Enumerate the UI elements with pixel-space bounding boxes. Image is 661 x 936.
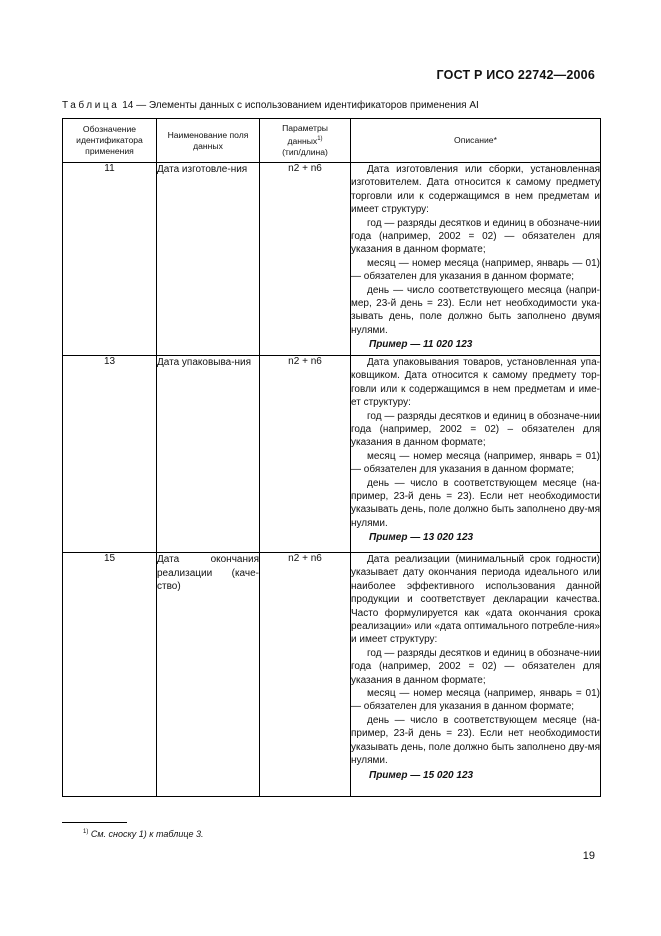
row-description	[351, 553, 601, 797]
description-paragraph: год — разряды десятков и единиц в обозначе-нии года (например, 2002 = 02) – обязателен для указания в данном формате;	[351, 410, 600, 449]
description-paragraph: Дата упаковывания товаров, установленная упа-ковщиком. Дата относится к самому предмету тор-говли или к содержащимся в нем предметам и име-ет структуру:	[351, 357, 600, 409]
table-caption	[62, 100, 479, 111]
description-paragraph: месяц — номер месяца (например, январь = 01) — обязателен для указания в данном формате;	[351, 450, 600, 476]
description-example: Пример — 13 020 123	[369, 532, 474, 544]
header-desc: Описание*	[351, 119, 601, 163]
description-paragraph: месяц — номер месяца (например, январь — 01) — обязателен для указания в данном формате;	[351, 257, 600, 283]
table-header-row	[63, 119, 601, 163]
row-params: n2 + n6	[260, 553, 351, 797]
footnote	[83, 829, 203, 839]
row-name: Дата упаковыва-ния	[157, 356, 260, 553]
description-paragraph: день — число в соответствующем месяце (на-пример, 23-й день = 23). Если нет необходимости указывать день, поле должно быть заполнено дву-мя нулями.	[351, 477, 600, 529]
table-row	[63, 356, 601, 553]
description-paragraph: год — разряды десятков и единиц в обозначе-нии года (например, 2002 = 02) — обязателен для указания в данном формате;	[351, 217, 600, 256]
header-params	[260, 119, 351, 163]
row-code: 13	[63, 356, 157, 553]
table-row	[63, 163, 601, 356]
header-params-type: (тип/длина)	[282, 146, 328, 157]
description-example: Пример — 11 020 123	[369, 339, 473, 351]
table-caption-text: 14 — Элементы данных с использованием идентификаторов применения AI	[119, 100, 479, 111]
row-name: Дата окончания реализации (каче-ство)	[157, 553, 260, 797]
description-paragraph: день — число соответствующего месяца (напри-мер, 23-й день = 23). Если нет необходимости ука-зывать день, поле должно быть заполнено двумя нулями.	[351, 284, 600, 336]
footnote-text: См. сноску 1) к таблице 3.	[88, 829, 204, 839]
header-params-footnote-ref: 1)	[317, 136, 323, 143]
data-elements-table	[62, 118, 601, 797]
standard-code: ГОСТ Р ИСО 22742—2006	[436, 68, 595, 82]
row-params: n2 + n6	[260, 163, 351, 356]
description-paragraph: Дата реализации (минимальный срок годности) указывает дату окончания периода идеального или наиболее эффективного использования данной продукции и соответствует декларации качества. Часто формулируется как «дата окончания срока реализации» или «дата оптимального потребле-ния» и имеет структуру:	[351, 554, 600, 646]
footnote-marker: 1)	[83, 829, 89, 835]
row-description	[351, 356, 601, 553]
description-paragraph: год — разряды десятков и единиц в обозначе-нии года (например, 2002 = 02) — обязателен для указания в данном формате;	[351, 647, 600, 686]
description-paragraph: Дата изготовления или сборки, установленная изготовителем. Дата относится к самому предмету торговли или к содержащимся в нем предметам и имеет структуру:	[351, 164, 600, 216]
description-example: Пример — 15 020 123	[369, 769, 474, 781]
header-name: Наименование поля данных	[157, 119, 260, 163]
row-description	[351, 163, 601, 356]
header-code: Обозначение идентификатора применения	[63, 119, 157, 163]
row-code: 15	[63, 553, 157, 797]
row-name: Дата изготовле-ния	[157, 163, 260, 356]
header-params-label: Параметры данных	[282, 123, 328, 146]
description-paragraph: день — число в соответствующем месяце (на-пример, 23-й день = 23). Если нет необходимости указывать день, поле должно быть заполнено дву-мя нулями.	[351, 714, 600, 767]
description-paragraph: месяц — номер месяца (например, январь = 01) — обязателен для указания в данном формате;	[351, 688, 600, 713]
footnote-divider	[62, 822, 127, 823]
table-row	[63, 553, 601, 797]
row-code: 11	[63, 163, 157, 356]
page-number: 19	[582, 850, 595, 862]
row-params: n2 + n6	[260, 356, 351, 553]
table-caption-label: Таблица	[62, 100, 120, 111]
